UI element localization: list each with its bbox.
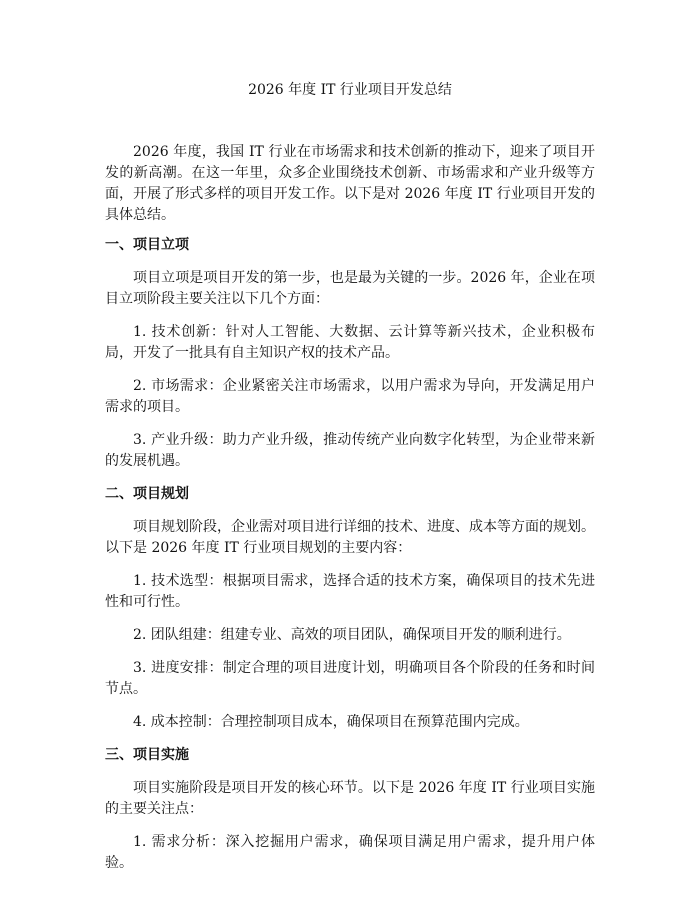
section-lead: 项目规划阶段，企业需对项目进行详细的技术、进度、成本等方面的规划。以下是 2026 年度 IT 行业项目规划的主要内容： xyxy=(105,519,595,556)
list-item: 1. 技术选型：根据项目需求，选择合适的技术方案，确保项目的技术先进性和可行性。 xyxy=(105,573,595,610)
section-lead: 项目实施阶段是项目开发的核心环节。以下是 2026 年度 IT 行业项目实施的主要关注点： xyxy=(105,780,595,817)
section-heading-implementation: 三、项目实施 xyxy=(105,747,189,763)
list-item: 3. 产业升级：助力产业升级，推动传统产业向数字化转型，为企业带来新的发展机遇。 xyxy=(105,432,595,469)
list-item: 2. 团队组建：组建专业、高效的项目团队，确保项目开发的顺利进行。 xyxy=(133,627,571,643)
section-heading-planning: 二、项目规划 xyxy=(105,486,189,502)
section-lead: 项目立项是项目开发的第一步，也是最为关键的一步。2026 年，企业在项目立项阶段主要关注以下几个方面： xyxy=(105,270,595,307)
list-item: 4. 成本控制：合理控制项目成本，确保项目在预算范围内完成。 xyxy=(133,714,529,730)
list-item: 1. 技术创新：针对人工智能、大数据、云计算等新兴技术，企业积极布局，开发了一批具有自主知识产权的技术产品。 xyxy=(105,324,595,361)
list-item: 3. 进度安排：制定合理的项目进度计划，明确项目各个阶段的任务和时间节点。 xyxy=(105,660,595,697)
document-body xyxy=(105,142,595,874)
list-item: 1. 需求分析：深入挖掘用户需求，确保项目满足用户需求，提升用户体验。 xyxy=(105,834,595,871)
document-title: 2026 年度 IT 行业项目开发总结 xyxy=(248,82,452,98)
list-item: 2. 市场需求：企业紧密关注市场需求，以用户需求为导向，开发满足用户需求的项目。 xyxy=(105,378,595,415)
section-heading-initiation: 一、项目立项 xyxy=(105,237,189,253)
intro-paragraph: 2026 年度，我国 IT 行业在市场需求和技术创新的推动下，迎来了项目开发的新高潮。在这一年里，众多企业围绕技术创新、市场需求和产业升级等方面，开展了形式多样的项目开发工作。以下是对 2026 年度 IT 行业项目开发的具体总结。 xyxy=(105,144,595,223)
